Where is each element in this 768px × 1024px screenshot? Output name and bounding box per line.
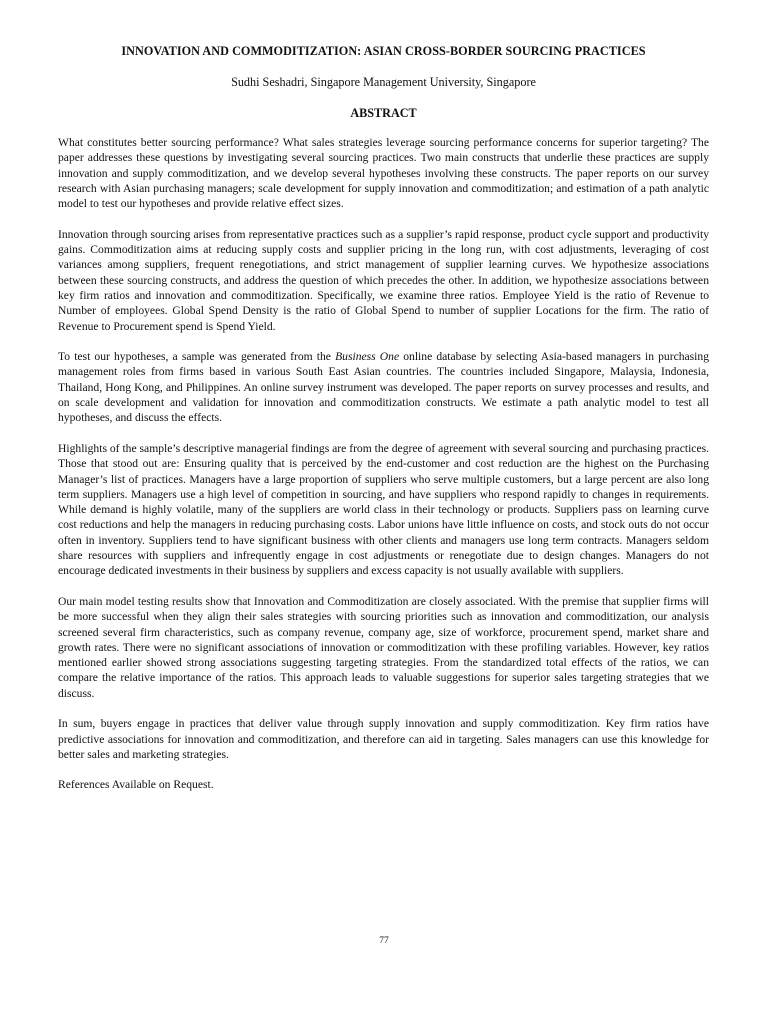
paragraph-3: [58, 349, 709, 425]
paper-title: INNOVATION AND COMMODITIZATION: ASIAN CROSS-BORDER SOURCING PRACTICES: [121, 44, 646, 58]
references-note: References Available on Request.: [58, 778, 214, 792]
abstract-heading: ABSTRACT: [350, 106, 417, 120]
paragraph-1: What constitutes better sourcing performance? What sales strategies leverage sourcing performance concerns for superior targeting? The paper addresses these questions by investigating several sourcing practices. Two main constructs that underlie these practices are supply innovation and supply commoditization, and we develop several hypotheses involving these constructs. The paper reports on our survey research with Asian purchasing managers; scale development for supply innovation and commoditization; and estimation of a path analytic model to test our hypotheses and provide relative effect sizes.: [58, 136, 709, 211]
author-line: Sudhi Seshadri, Singapore Management University, Singapore: [231, 75, 536, 89]
page-number: 77: [379, 936, 389, 946]
paragraph-5: Our main model testing results show that Innovation and Commoditization are closely associated. With the premise that supplier firms will be more successful when they align their sales strategies with sourcing priorities such as innovation and commoditization, our analysis screened several firm characteristics, such as company revenue, company age, size of workforce, procurement spend, market share and growth rates. There were no significant associations of innovation or commoditization with these profiling variables. However, key ratios mentioned earlier showed strong associations suggesting targeting strategies. From the standardized total effects of the ratios, we can compare the relative importance of the ratios. This approach leads to valuable suggestions for superior sales targeting strategies that we discuss.: [58, 594, 709, 700]
paragraph-6: In sum, buyers engage in practices that deliver value through supply innovation and supply commoditization. Key firm ratios have predictive associations for innovation and commoditization, and therefore can aid in targeting. Sales managers can use this knowledge for better sales and marketing strategies.: [58, 717, 709, 761]
abstract-body: [58, 135, 709, 793]
paper-page: [58, 40, 709, 808]
database-name: Business One: [335, 350, 400, 364]
paragraph-2: Innovation through sourcing arises from representative practices such as a supplier’s rapid response, product cycle support and productivity gains. Commoditization aims at reducing supply costs and supplier pricing in the long run, with cost adjustments, leveraging of cost variances among suppliers, frequent renegotiations, and strict management of supplier learning curves. We hypothesize associations between these sourcing constructs, and address the question of which precedes the other. In addition, we hypothesize associations between key firm ratios and innovation and commoditization. Specifically, we examine three ratios. Employee Yield is the ratio of Revenue to Number of employees. Global Spend Density is the ratio of Global Spend to number of supplier Locations for the firm. The ratio of Revenue to Procurement spend is Spend Yield.: [58, 227, 709, 333]
paragraph-3-text-before: To test our hypotheses, a sample was generated from the: [58, 350, 336, 364]
paragraph-3-text-after: online database by selecting Asia-based managers in purchasing management roles from firms based in various South East Asian countries. The countries included Singapore, Malaysia, Indonesia, Thailand, Hong Kong, and Philippines. An online survey instrument was developed. The paper reports on survey processes and results, and on scale development and validation for innovation and commoditization constructs. We estimate a path analytic model to test all hypotheses, and discuss the effects.: [58, 350, 709, 425]
paragraph-4: Highlights of the sample’s descriptive managerial findings are from the degree of agreement with several sourcing and purchasing practices. Those that stood out are: Ensuring quality that is perceived by the end-customer and cost reduction are the highest on the Purchasing Manager’s list of practices. Managers have a large proportion of suppliers who serve multiple customers, but a large percent are also long term suppliers. Managers use a high level of competition in sourcing, and have suppliers who respond rapidly to changes in requirements. While demand is highly volatile, many of the suppliers are world class in their technology or products. Suppliers pass on learning curve cost reductions and help the managers in reducing purchasing costs. Labor unions have little influence on costs, and stock outs do not occur often in inventory. Suppliers tend to have significant business with other clients and managers use long term contracts. Managers seldom share resources with suppliers and infrequently engage in cost adjustments or renegotiate due to design changes. Managers do not encourage dedicated investments in their business by suppliers and excess capacity is not usually available with suppliers.: [58, 441, 709, 578]
